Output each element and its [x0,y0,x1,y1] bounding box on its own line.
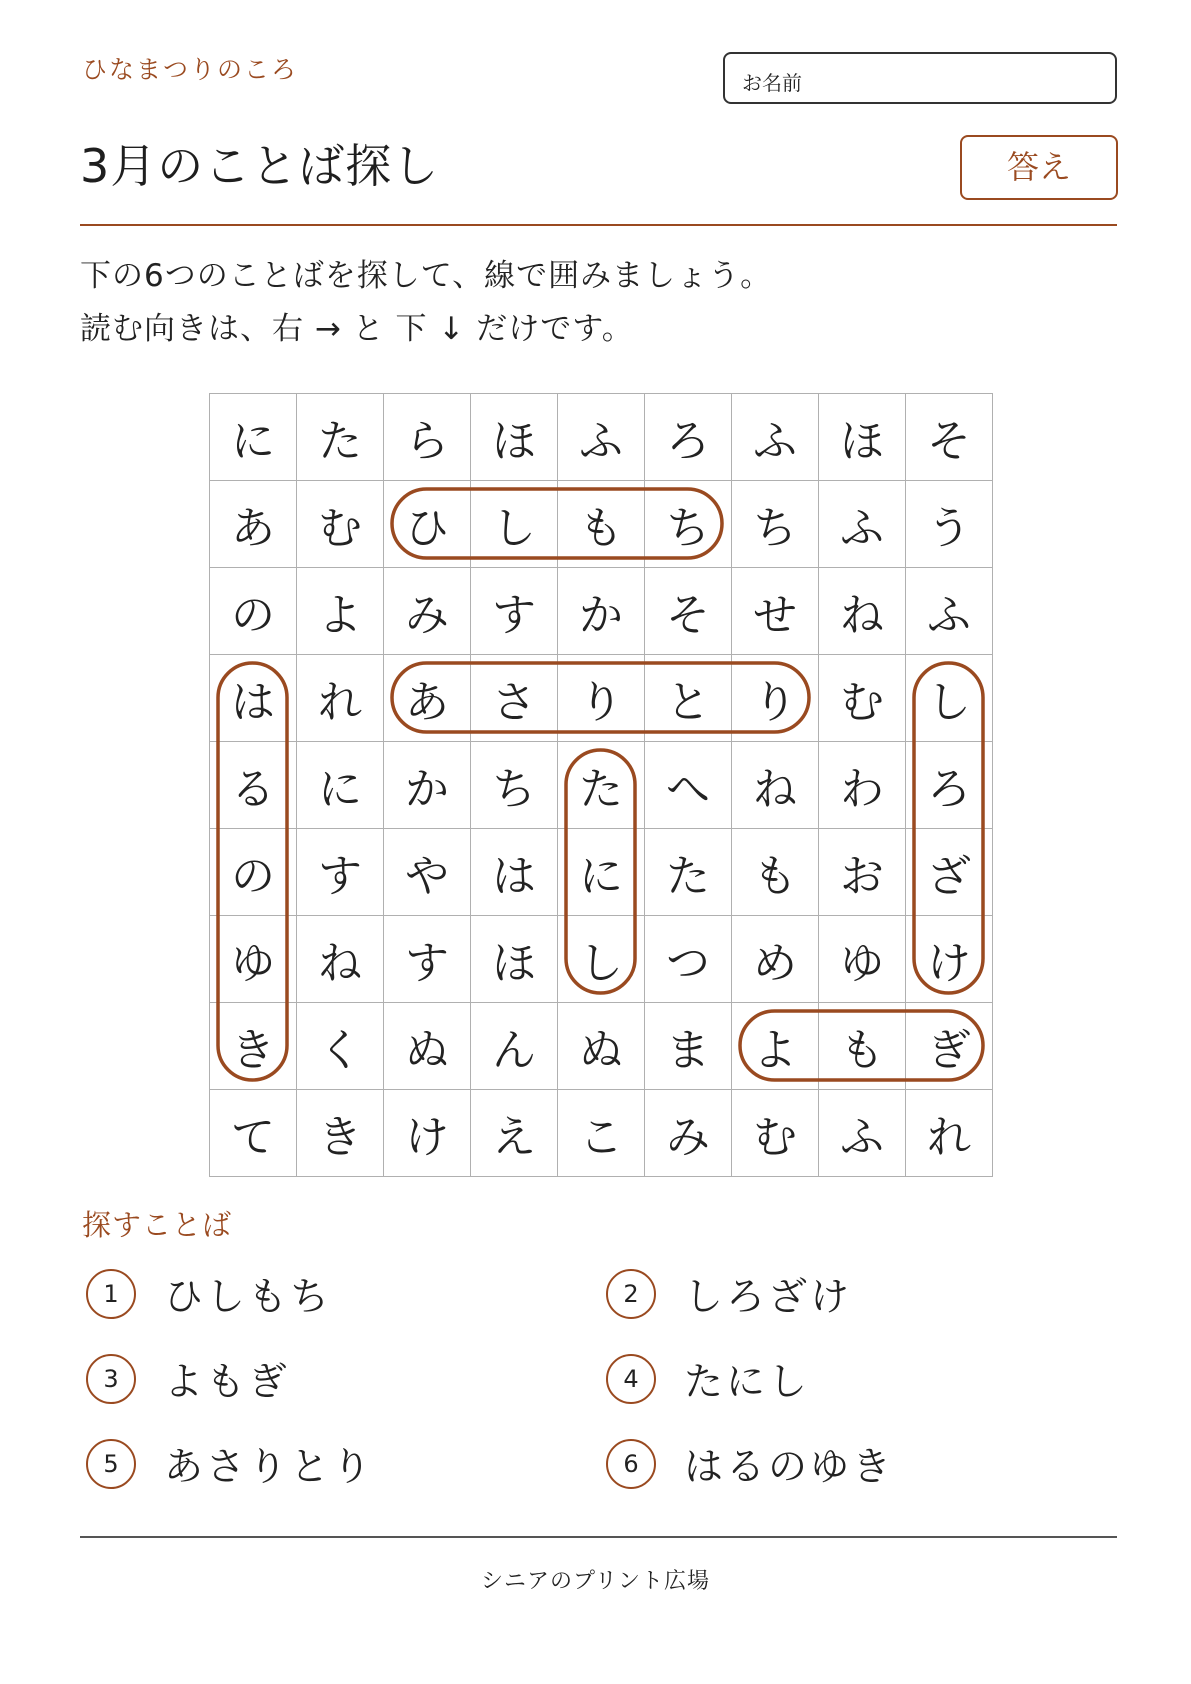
grid-cell[interactable]: は [210,655,297,742]
grid-cell[interactable]: た [645,829,732,916]
grid-cell[interactable]: よ [297,568,384,655]
footer-divider [80,1536,1117,1538]
grid-cell[interactable]: ゆ [819,916,906,1003]
grid-cell[interactable]: ち [471,742,558,829]
subtitle: ひなまつりのころ [82,55,299,84]
instruction-line-1: 下の6つのことばを探して、線で囲みましょう。 [80,258,773,294]
grid-cell[interactable]: ね [819,568,906,655]
grid-cell[interactable]: ふ [558,394,645,481]
grid-cell[interactable]: ち [645,481,732,568]
grid-cell[interactable]: ひ [384,481,471,568]
grid-cell[interactable]: ろ [906,742,993,829]
word-search-grid [209,393,993,1177]
footer-text: シニアのプリント広場 [480,1569,711,1594]
grid-cell[interactable]: へ [645,742,732,829]
word-number-3: 3 [86,1354,136,1404]
grid-cell[interactable]: ほ [471,916,558,1003]
grid-cell[interactable]: か [558,568,645,655]
grid-cell[interactable]: ら [384,394,471,481]
grid-cell[interactable]: ふ [906,568,993,655]
grid-cell[interactable]: や [384,829,471,916]
grid-cell[interactable]: き [210,1003,297,1090]
grid-cell[interactable]: て [210,1090,297,1177]
word-text-6: はるのゆき [684,1445,895,1490]
grid-cell[interactable]: し [906,655,993,742]
grid-cell[interactable]: ふ [819,1090,906,1177]
word-item-5 [86,1436,374,1492]
instruction-line-2: 読む向きは、右 → と 下 ↓ だけです。 [80,311,634,347]
name-field[interactable] [723,52,1117,104]
grid-cell[interactable]: さ [471,655,558,742]
grid-cell[interactable]: こ [558,1090,645,1177]
grid-cell[interactable]: ね [297,916,384,1003]
grid-cell[interactable]: の [210,829,297,916]
grid-cell[interactable]: ほ [471,394,558,481]
grid-cell[interactable]: れ [906,1090,993,1177]
grid-cell[interactable]: も [558,481,645,568]
grid-cell[interactable]: り [732,655,819,742]
grid-cell[interactable]: き [297,1090,384,1177]
grid-cell[interactable]: ま [645,1003,732,1090]
name-label: お名前 [742,71,802,95]
grid-cell[interactable]: あ [210,481,297,568]
grid-cell[interactable]: え [471,1090,558,1177]
grid-cell[interactable]: あ [384,655,471,742]
grid-cell[interactable]: み [384,568,471,655]
grid-cell[interactable]: に [558,829,645,916]
grid-cell[interactable]: く [297,1003,384,1090]
grid-cell[interactable]: む [819,655,906,742]
grid-cell[interactable]: に [297,742,384,829]
grid-cell[interactable]: の [210,568,297,655]
grid-cell[interactable]: ぬ [384,1003,471,1090]
answer-button[interactable]: 答え [960,135,1118,200]
grid-cell[interactable]: も [732,829,819,916]
grid-cell[interactable]: す [384,916,471,1003]
word-item-6 [606,1436,894,1492]
grid-cell[interactable]: し [471,481,558,568]
word-text-3: よもぎ [164,1360,291,1405]
grid-cell[interactable]: そ [906,394,993,481]
grid-cell[interactable]: は [471,829,558,916]
word-number-5: 5 [86,1439,136,1489]
word-item-2 [606,1266,852,1322]
grid-cell[interactable]: ろ [645,394,732,481]
grid-cell[interactable]: ふ [819,481,906,568]
grid-cell[interactable]: ね [732,742,819,829]
grid-cell[interactable]: す [471,568,558,655]
grid-cell[interactable]: み [645,1090,732,1177]
grid-cell[interactable]: ち [732,481,819,568]
word-text-4: たにし [684,1360,811,1405]
grid-cell[interactable]: ん [471,1003,558,1090]
grid-cell[interactable]: う [906,481,993,568]
word-number-1: 1 [86,1269,136,1319]
grid-cell[interactable]: せ [732,568,819,655]
grid-cell[interactable]: し [558,916,645,1003]
grid-cell[interactable]: け [906,916,993,1003]
word-number-6: 6 [606,1439,656,1489]
words-heading: 探すことば [82,1208,233,1242]
grid-cell[interactable]: る [210,742,297,829]
word-number-4: 4 [606,1354,656,1404]
word-text-5: あさりとり [164,1445,375,1490]
grid-cell[interactable]: め [732,916,819,1003]
grid-cell[interactable]: よ [732,1003,819,1090]
grid-cell[interactable]: と [645,655,732,742]
word-text-2: しろざけ [684,1275,853,1320]
grid-cell[interactable]: け [384,1090,471,1177]
grid-cell[interactable]: ぎ [906,1003,993,1090]
page-title: 3月のことば探し [80,139,440,193]
grid-cell[interactable]: ほ [819,394,906,481]
grid-cell[interactable]: た [297,394,384,481]
grid-cell[interactable]: つ [645,916,732,1003]
word-text-1: ひしもち [164,1275,333,1320]
grid-cell[interactable]: に [210,394,297,481]
grid-cell[interactable]: ゆ [210,916,297,1003]
grid-cell[interactable]: む [297,481,384,568]
grid-cell[interactable]: わ [819,742,906,829]
grid-cell[interactable]: ふ [732,394,819,481]
grid-cell[interactable]: お [819,829,906,916]
word-number-2: 2 [606,1269,656,1319]
word-item-3 [86,1351,290,1407]
grid-cell[interactable]: も [819,1003,906,1090]
word-item-1 [86,1266,332,1322]
grid-cell[interactable]: そ [645,568,732,655]
grid-cell[interactable]: り [558,655,645,742]
header-divider [80,224,1117,226]
word-item-4 [606,1351,810,1407]
grid-cell[interactable]: れ [297,655,384,742]
grid-cell[interactable]: ぬ [558,1003,645,1090]
grid-cell[interactable]: む [732,1090,819,1177]
grid-cell[interactable]: す [297,829,384,916]
grid-cell[interactable]: た [558,742,645,829]
grid-cell[interactable]: ざ [906,829,993,916]
grid-cell[interactable]: か [384,742,471,829]
